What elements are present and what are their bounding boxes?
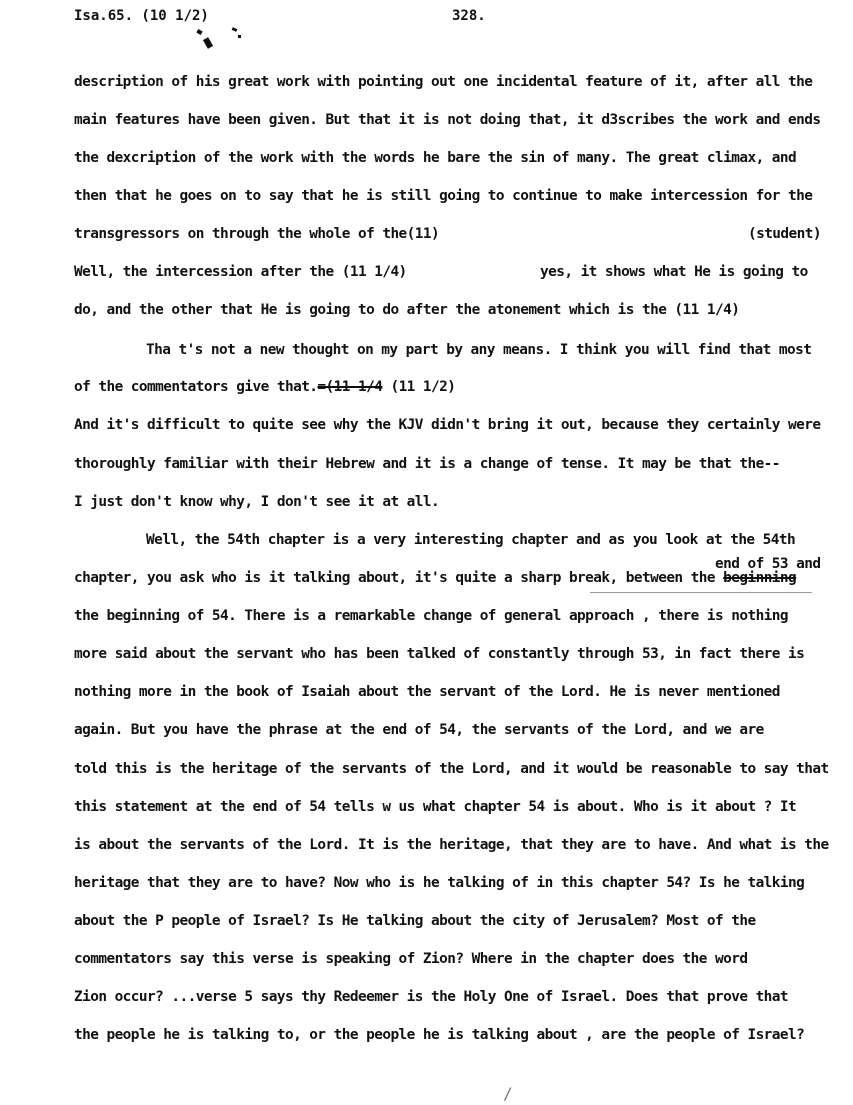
ink-speck <box>232 27 238 32</box>
struck-text: =(11 1/4 <box>317 379 383 395</box>
page-number: 328. <box>452 8 486 24</box>
text-line: the people he is talking to, or the people he is talking about , are the people of Israel? <box>74 1027 805 1043</box>
text-line: again. But you have the phrase at the end of 54, the servants of the Lord, and we are <box>74 722 764 738</box>
text-line: more said about the servant who has been talked of constantly through 53, in fact there is <box>74 646 805 662</box>
text-line <box>74 225 837 243</box>
text-line: Tha t's not a new thought on my part by any means. I think you will find that most <box>146 342 812 358</box>
text-line: nothing more in the book of Isaiah about the servant of the Lord. He is never mentioned <box>74 684 780 700</box>
text-line: Well, the 54th chapter is a very interesting chapter and as you look at the 54th <box>146 532 796 548</box>
stray-pen-mark: / <box>503 1084 513 1103</box>
text-line <box>74 569 837 587</box>
student-note: (student) <box>747 226 821 242</box>
text-line: the dexcription of the work with the words he bare the sin of many. The great climax, and <box>74 150 797 166</box>
text-line <box>74 263 837 281</box>
text-line: I just don't know why, I don't see it at all. <box>74 494 440 510</box>
section-reference: Isa.65. (10 1/2) <box>74 8 209 24</box>
text-line: the beginning of 54. There is a remarkable change of general approach , there is nothing <box>74 608 789 624</box>
ink-speck <box>203 37 213 49</box>
text-line: heritage that they are to have? Now who is he talking of in this chapter 54? Is he talking <box>74 875 805 891</box>
text-line: told this is the heritage of the servants of the Lord, and it would be reasonable to say that <box>74 761 829 777</box>
text-line: commentators say this verse is speaking of Zion? Where in the chapter does the word <box>74 951 748 967</box>
text-line: Zion occur? ...verse 5 says thy Redeemer is the Holy One of Israel. Does that prove that <box>74 989 789 1005</box>
text-line: do, and the other that He is going to do after the atonement which is the (11 1/4) <box>74 302 740 318</box>
text-line: thoroughly familiar with their Hebrew and it is a change of tense. It may be that the-- <box>74 456 780 472</box>
text-line: this statement at the end of 54 tells w us what chapter 54 is about. Who is it about ? It <box>74 799 797 815</box>
pencil-stroke <box>590 592 812 593</box>
text-line: then that he goes on to say that he is still going to continue to make intercession for the <box>74 188 813 204</box>
text-line: description of his great work with pointing out one incidental feature of it, after all the <box>74 74 813 90</box>
ink-speck <box>196 29 202 35</box>
line-text: transgressors on through the whole of the(11) <box>74 226 440 242</box>
line-text: chapter, you ask who is it talking about, it's quite a sharp break, between the <box>74 570 724 586</box>
line-text: Well, the intercession after the (11 1/4) <box>74 264 407 280</box>
line-text: (11 1/2) <box>382 379 456 395</box>
line-text: yes, it shows what He is going to <box>540 264 808 280</box>
struck-text: beginning <box>723 570 797 586</box>
line-text: of the commentators give that. <box>74 379 318 395</box>
text-line: about the P people of Israel? Is He talking about the city of Jerusalem? Most of the <box>74 913 756 929</box>
text-line: main features have been given. But that it is not doing that, it d3scribes the work and ends <box>74 112 821 128</box>
text-line <box>74 378 837 396</box>
handwritten-insertion: end of 53 and <box>715 556 821 572</box>
text-line: And it's difficult to quite see why the KJV didn't bring it out, because they certainly were <box>74 417 821 433</box>
text-line: is about the servants of the Lord. It is the heritage, that they are to have. And what is the <box>74 837 829 853</box>
ink-speck <box>238 35 241 38</box>
